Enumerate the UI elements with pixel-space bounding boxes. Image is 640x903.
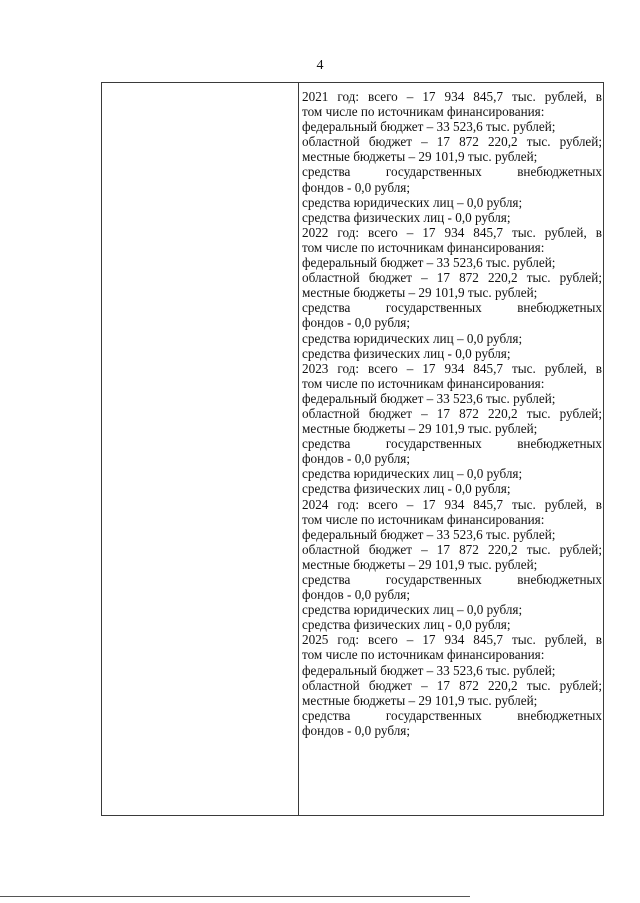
year-block-2023: [302, 361, 602, 497]
state-funds-continuation: фондов - 0,0 рубля;: [302, 179, 411, 195]
state-funds-line: средства государственных внебюджетных: [302, 164, 602, 180]
bottom-scan-edge: [0, 896, 470, 897]
federal-budget-line: федеральный бюджет – 33 523,6 тыс. рублей;: [302, 526, 556, 542]
state-funds-line: средства государственных внебюджетных: [302, 300, 602, 316]
local-budgets-line: местные бюджеты – 29 101,9 тыс. рублей;: [302, 285, 538, 301]
state-funds-continuation: фондов - 0,0 рубля;: [302, 722, 411, 738]
state-funds-continuation: фондов - 0,0 рубля;: [302, 587, 411, 603]
regional-budget-line: областной бюджет – 17 872 220,2 тыс. рублей;: [302, 541, 602, 557]
federal-budget-line: федеральный бюджет – 33 523,6 тыс. рублей;: [302, 255, 556, 271]
year-total-continuation: том числе по источникам финансирования:: [302, 375, 545, 391]
legal-entities-line: средства юридических лиц – 0,0 рубля;: [302, 194, 523, 210]
financing-table: [101, 82, 604, 816]
regional-budget-line: областной бюджет – 17 872 220,2 тыс. рублей;: [302, 405, 602, 421]
year-block-2021: [302, 89, 602, 225]
state-funds-line: средства государственных внебюджетных: [302, 707, 602, 723]
federal-budget-line: федеральный бюджет – 33 523,6 тыс. рублей;: [302, 662, 556, 678]
year-total-line: 2021 год: всего – 17 934 845,7 тыс. рублей, в: [302, 89, 602, 104]
year-total-continuation: том числе по источникам финансирования:: [302, 647, 545, 663]
regional-budget-line: областной бюджет – 17 872 220,2 тыс. рублей;: [302, 270, 602, 286]
legal-entities-line: средства юридических лиц – 0,0 рубля;: [302, 330, 523, 346]
individuals-line: средства физических лиц - 0,0 рубля;: [302, 617, 511, 633]
state-funds-line: средства государственных внебюджетных: [302, 572, 602, 587]
year-block-2022: [302, 225, 602, 361]
financing-text-cell: [302, 89, 602, 738]
year-block-2024: [302, 497, 602, 633]
local-budgets-line: местные бюджеты – 29 101,9 тыс. рублей;: [302, 421, 538, 437]
year-total-line: 2022 год: всего – 17 934 845,7 тыс. рублей, в: [302, 224, 602, 240]
regional-budget-line: областной бюджет – 17 872 220,2 тыс. рублей;: [302, 134, 602, 150]
legal-entities-line: средства юридических лиц – 0,0 рубля;: [302, 602, 523, 618]
individuals-line: средства физических лиц - 0,0 рубля;: [302, 481, 511, 497]
year-total-line: 2024 год: всего – 17 934 845,7 тыс. рублей, в: [302, 496, 602, 512]
legal-entities-line: средства юридических лиц – 0,0 рубля;: [302, 466, 523, 482]
table-label-cell: [102, 83, 299, 815]
year-total-continuation: том числе по источникам финансирования:: [302, 104, 545, 120]
individuals-line: средства физических лиц - 0,0 рубля;: [302, 209, 511, 225]
year-total-line: 2023 год: всего – 17 934 845,7 тыс. рублей, в: [302, 360, 602, 376]
state-funds-continuation: фондов - 0,0 рубля;: [302, 451, 411, 467]
state-funds-continuation: фондов - 0,0 рубля;: [302, 315, 411, 331]
year-block-2025: [302, 632, 602, 738]
year-total-line: 2025 год: всего – 17 934 845,7 тыс. рублей, в: [302, 632, 602, 648]
year-total-continuation: том числе по источникам финансирования:: [302, 239, 545, 255]
local-budgets-line: местные бюджеты – 29 101,9 тыс. рублей;: [302, 149, 538, 165]
regional-budget-line: областной бюджет – 17 872 220,2 тыс. рублей;: [302, 677, 602, 693]
federal-budget-line: федеральный бюджет – 33 523,6 тыс. рублей;: [302, 390, 556, 406]
local-budgets-line: местные бюджеты – 29 101,9 тыс. рублей;: [302, 692, 538, 708]
state-funds-line: средства государственных внебюджетных: [302, 436, 602, 452]
year-total-continuation: том числе по источникам финансирования:: [302, 511, 545, 527]
local-budgets-line: местные бюджеты – 29 101,9 тыс. рублей;: [302, 556, 538, 572]
individuals-line: средства физических лиц - 0,0 рубля;: [302, 345, 511, 361]
federal-budget-line: федеральный бюджет – 33 523,6 тыс. рублей;: [302, 119, 556, 135]
page-number: 4: [316, 58, 324, 73]
